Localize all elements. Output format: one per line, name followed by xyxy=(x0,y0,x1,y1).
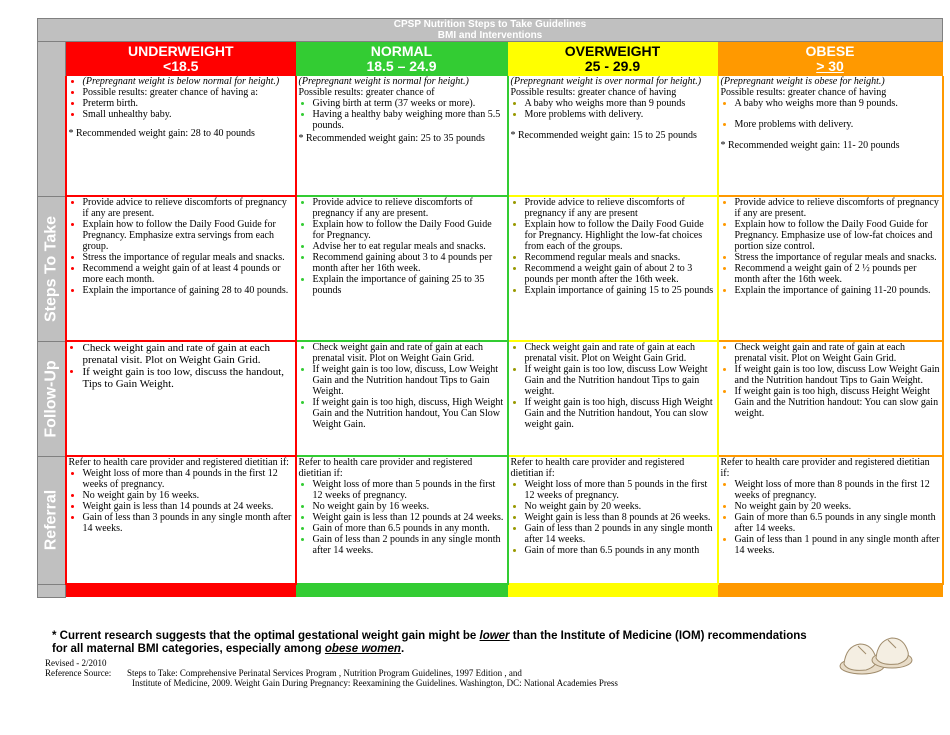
steps-item: • Recommend a weight gain of 2 ½ pounds per month after the 16th week. xyxy=(735,263,940,285)
bmi-underweight: • (Prepregnant weight is below normal for height.) • Possible results: greater chance of having a: • Preterm birth. • Small unhealthy baby. * Recommended weight gain: 28 to 40 pounds xyxy=(66,76,296,196)
steps-item: • Explain the importance of gaining 25 to 35 pounds xyxy=(313,274,505,296)
followup-item: • If weight gain is too high, discuss Height Weight Gain and the Nutrition handout: You can slow gain weight. xyxy=(735,386,940,419)
side-follow-up: Follow-Up xyxy=(38,341,66,456)
followup-item: • If weight gain is too high, discuss High Weight Gain and the Nutrition handout, You can slow weight gain. xyxy=(525,397,715,430)
steps-item: • Recommend regular meals and snacks. xyxy=(525,252,715,263)
bmi-normal: (Prepregnant weight is normal for height.) Possible results: greater chance of • Giving birth at term (37 weeks or more). • Having a healthy baby weighing more than 5.5 pounds. * Recommended weight gain: 25 to 35 pounds xyxy=(296,76,508,196)
referral-item: • Weight loss of more than 5 pounds in the first 12 weeks of pregnancy. xyxy=(313,479,505,501)
band-underweight xyxy=(66,584,296,597)
referral-item: • Gain of more than 6.5 pounds in any month xyxy=(525,545,715,556)
steps-normal xyxy=(296,196,508,341)
followup-item: • If weight gain is too high, discuss, High Weight Gain and the Nutrition handout, You Can Slow Weight Gain. xyxy=(313,397,505,430)
steps-item: • Explain how to follow the Daily Food Guide for Pregnancy. Emphasize use of low-fat choices and portion size control. xyxy=(735,219,940,252)
guideline-sheet xyxy=(37,18,940,598)
research-note: * Current research suggests that the optimal gestational weight gain might be lower than the Institute of Medicine (IOM) recommendations for all maternal BMI categories, especially among obese women. xyxy=(52,630,807,655)
steps-item: • Provide advice to relieve discomforts of pregnancy if any are present. xyxy=(313,197,505,219)
referral-normal: Refer to health care provider and registered dietitian if: • Weight loss of more than 5 pounds in the first 12 weeks of pregnancy. • No weight gain by 16 weeks. • Weight gain is less than 12 pounds at 24 weeks. • Gain of more than 6.5 pounds in any month. • Gain of less than 2 pounds in any single month after 14 weeks. xyxy=(296,456,508,584)
steps-item: • Explain the importance of gaining 11-20 pounds. xyxy=(735,285,940,296)
followup-item: • If weight gain is too low, discuss the handout, Tips to Gain Weight. xyxy=(83,366,293,390)
referral-item: • No weight gain by 16 weeks. xyxy=(83,490,293,501)
steps-item: • Advise her to eat regular meals and snacks. xyxy=(313,241,505,252)
followup-item: • Check weight gain and rate of gain at each prenatal visit. Plot on Weight Gain Grid. xyxy=(525,342,715,364)
revised-date: Revised - 2/2010 xyxy=(45,658,107,668)
steps-item: • Stress the importance of regular meals and snacks. xyxy=(83,252,293,263)
reference-block xyxy=(45,658,618,688)
side-referral: Referral xyxy=(38,456,66,584)
side-bmi xyxy=(38,42,66,197)
referral-item: • No weight gain by 20 weeks. xyxy=(735,501,940,512)
steps-item: • Provide advice to relieve discomforts of pregnancy if any are present xyxy=(525,197,715,219)
followup-item: • If weight gain is too low, discuss Low Weight Gain and the Nutrition handout Tips to Gain Weight. xyxy=(735,364,940,386)
steps-item: • Stress the importance of regular meals and snacks. xyxy=(735,252,940,263)
steps-item: • Recommend a weight gain of at least 4 pounds or more each month. xyxy=(83,263,293,285)
followup-item: • If weight gain is too low, discuss, Low Weight Gain and the Nutrition handout Tips to Gain Weight. xyxy=(313,364,505,397)
referral-item: • Weight gain is less than 12 pounds at 24 weeks. xyxy=(313,512,505,523)
referral-item: • Gain of less than 1 pound in any single month after 14 weeks. xyxy=(735,534,940,556)
band-overweight xyxy=(508,584,718,597)
steps-item: • Explain the importance of gaining 28 to 40 pounds. xyxy=(83,285,293,296)
header-normal: NORMAL 18.5 – 24.9 xyxy=(296,42,508,77)
steps-item: • Provide advice to relieve discomforts of pregnancy if any are present. xyxy=(83,197,293,219)
referral-item: • Gain of more than 6.5 pounds in any single month after 14 weeks. xyxy=(735,512,940,534)
steps-overweight xyxy=(508,196,718,341)
referral-underweight: Refer to health care provider and registered dietitian if: • Weight loss of more than 4 pounds in the first 12 weeks of pregnancy. • No weight gain by 16 weeks. • Weight gain is less than 14 pounds at 24 weeks. • Gain of less than 3 pounds in any single month after 14 weeks. xyxy=(66,456,296,584)
steps-obese xyxy=(718,196,943,341)
followup-item: • Check weight gain and rate of gain at each prenatal visit. Plot on Weight Gain Grid. xyxy=(313,342,505,364)
referral-item: • Weight loss of more than 8 pounds in the first 12 weeks of pregnancy. xyxy=(735,479,940,501)
bmi-overweight: (Prepregnant weight is over normal for height.) Possible results: greater chance of having • A baby who weighs more than 9 pounds • More problems with delivery. * Recommended weight gain: 15 to 25 pounds xyxy=(508,76,718,196)
header-underweight: UNDERWEIGHT <18.5 xyxy=(66,42,296,77)
guideline-table xyxy=(37,18,944,598)
steps-underweight xyxy=(66,196,296,341)
band-normal xyxy=(296,584,508,597)
referral-item: • Gain of less than 2 pounds in any single month after 14 weeks. xyxy=(525,523,715,545)
followup-item: • If weight gain is too low, discuss Low Weight Gain and the Nutrition handout Tips to gain weight. xyxy=(525,364,715,397)
referral-obese: Refer to health care provider and registered dietitian if: • Weight loss of more than 8 pounds in the first 12 weeks of pregnancy. • No weight gain by 20 weeks. • Gain of more than 6.5 pounds in any single month after 14 weeks. • Gain of less than 1 pound in any single month after 14 weeks. xyxy=(718,456,943,584)
table-title xyxy=(38,19,943,42)
referral-item: • No weight gain by 20 weeks. xyxy=(525,501,715,512)
referral-overweight: Refer to health care provider and registered dietitian if: • Weight loss of more than 5 pounds in the first 12 weeks of pregnancy. • No weight gain by 20 weeks. • Weight gain is less than 8 pounds at 26 weeks. • Gain of less than 2 pounds in any single month after 14 weeks. • Gain of more than 6.5 pounds in any month xyxy=(508,456,718,584)
followup-underweight xyxy=(66,341,296,456)
referral-item: • Weight loss of more than 5 pounds in the first 12 weeks of pregnancy. xyxy=(525,479,715,501)
header-overweight: OVERWEIGHT 25 - 29.9 xyxy=(508,42,718,77)
steps-item: • Explain how to follow the Daily Food Guide for Pregnancy. Emphasize extra servings from each group. xyxy=(83,219,293,252)
referral-item: • Weight gain is less than 14 pounds at 24 weeks. xyxy=(83,501,293,512)
steps-item: • Explain how to follow the Daily Food Guide for Pregnancy. Highlight the low-fat choices from each of the groups. xyxy=(525,219,715,252)
referral-item: • Gain of less than 2 pounds in any single month after 14 weeks. xyxy=(313,534,505,556)
steps-item: • Recommend a weight gain of about 2 to 3 pounds per month after the 16th week. xyxy=(525,263,715,285)
followup-item: • Check weight gain and rate of gain at each prenatal visit. Plot on Weight Gain Grid. xyxy=(83,342,293,366)
referral-item: • Weight gain is less than 8 pounds at 26 weeks. xyxy=(525,512,715,523)
title-line1: CPSP Nutrition Steps to Take Guidelines xyxy=(393,19,587,30)
referral-item: • No weight gain by 16 weeks. xyxy=(313,501,505,512)
band-obese xyxy=(718,584,943,597)
title-line2: BMI and Interventions xyxy=(437,30,543,41)
steps-item: • Explain importance of gaining 15 to 25 pounds xyxy=(525,285,715,296)
referral-item: • Gain of less than 3 pounds in any single month after 14 weeks. xyxy=(83,512,293,534)
referral-item: • Gain of more than 6.5 pounds in any month. xyxy=(313,523,505,534)
side-steps-to-take: Steps To Take xyxy=(38,196,66,341)
reference-label: Reference Source: xyxy=(45,668,112,678)
followup-obese xyxy=(718,341,943,456)
followup-normal xyxy=(296,341,508,456)
baby-shoes-icon xyxy=(836,628,916,676)
followup-overweight xyxy=(508,341,718,456)
steps-item: • Explain how to follow the Daily Food Guide for Pregnancy. xyxy=(313,219,505,241)
bmi-obese: (Prepregnant weight is obese for height.) Possible results: greater chance of having • A baby who weighs more than 9 pounds. • More problems with delivery. * Recommended weight gain: 11- 20 pounds xyxy=(718,76,943,196)
steps-item: • Recommend gaining about 3 to 4 pounds per month after her 16th week. xyxy=(313,252,505,274)
referral-item: • Weight loss of more than 4 pounds in the first 12 weeks of pregnancy. xyxy=(83,468,293,490)
steps-item: • Provide advice to relieve discomforts of pregnancy if any are present. xyxy=(735,197,940,219)
reference-2: Institute of Medicine, 2009. Weight Gain During Pregnancy: Reexamining the Guidelines. Washington, DC: National Academies Press xyxy=(132,678,618,688)
followup-item: • Check weight gain and rate of gain at each prenatal visit. Plot on Weight Gain Grid. xyxy=(735,342,940,364)
reference-1: Steps to Take: Comprehensive Perinatal Services Program , Nutrition Program Guidelines, 1997 Edition , and xyxy=(126,668,522,678)
side-footer xyxy=(38,584,66,597)
header-obese: OBESE > 30 xyxy=(718,42,943,77)
